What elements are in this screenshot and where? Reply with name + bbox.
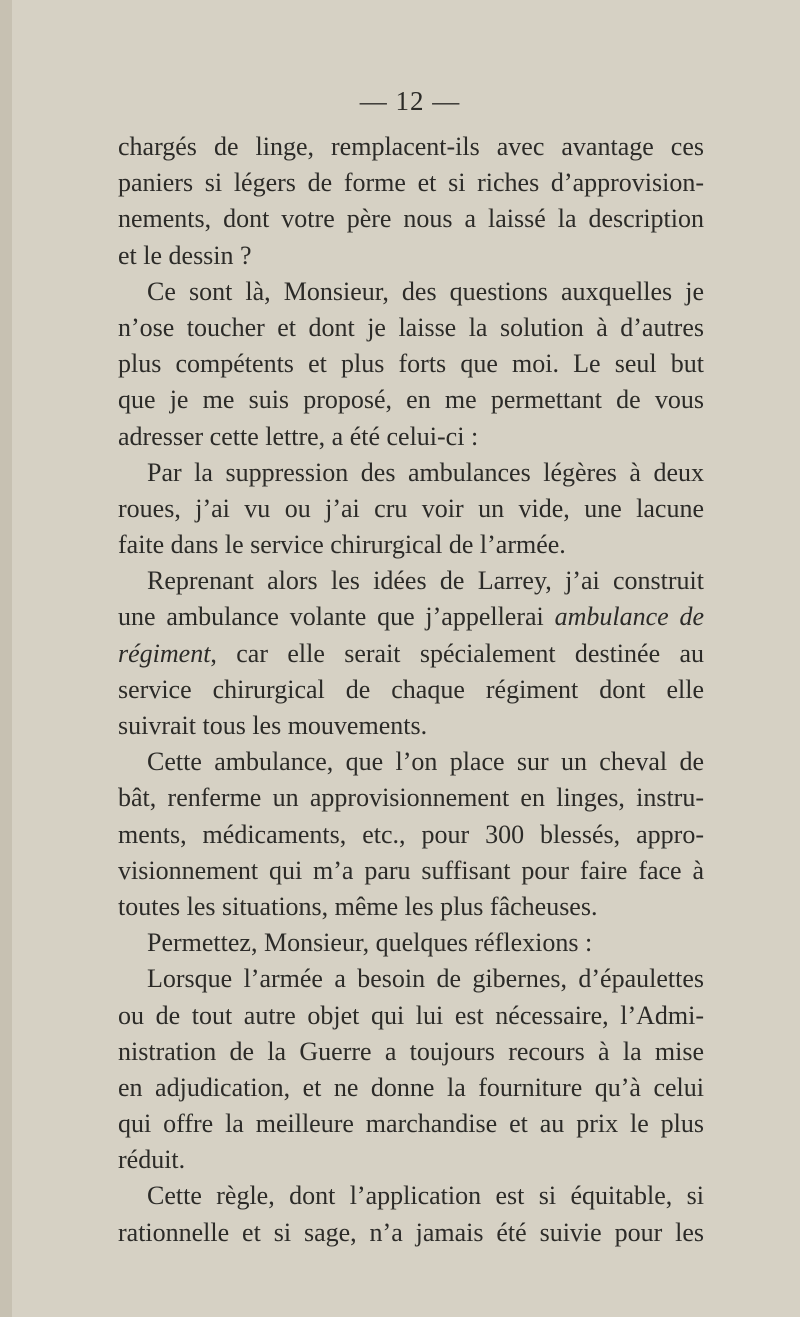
text-line: bât, renferme un approvisionnement en linges, instru- <box>118 783 704 813</box>
text-line: Ce sont là, Monsieur, des questions auxquelles je <box>147 276 704 306</box>
text-line: chargés de linge, remplacent-ils avec avantage ces <box>118 132 704 161</box>
text-line: adresser cette lettre, a été celui-ci : <box>118 421 479 451</box>
text-line: Permettez, Monsieur, quelques réflexions : <box>147 928 593 958</box>
text-line: service chirurgical de chaque régiment dont elle <box>118 674 704 704</box>
italic-term: régiment <box>118 638 211 668</box>
text-line <box>118 599 704 635</box>
text-line: Cette ambulance, que l’on place sur un cheval de <box>147 747 704 777</box>
text-line: faite dans le service chirurgical de l’armée. <box>118 530 566 560</box>
text-line <box>118 636 704 672</box>
text-line: visionnement qui m’a paru suffisant pour faire face à <box>118 855 704 885</box>
text-line: Lorsque l’armée a besoin de gibernes, d’épaulettes <box>147 964 704 994</box>
text-line: rationnelle et si sage, n’a jamais été suivie pour les <box>118 1217 704 1247</box>
text-line: qui offre la meilleure marchandise et au prix le plus <box>118 1109 704 1139</box>
text-line: que je me suis proposé, en me permettant de vous <box>118 385 704 415</box>
italic-term: ambulance de <box>554 602 704 632</box>
text-line: plus compétents et plus forts que moi. Le seul but <box>118 349 704 379</box>
text-segment: , car elle serait spécialement destinée au <box>210 638 704 668</box>
body-text <box>118 129 704 1251</box>
page-edge <box>0 0 12 1317</box>
text-line: réduit. <box>118 1145 186 1175</box>
text-line: en adjudication, et ne donne la fourniture qu’à celui <box>118 1072 704 1102</box>
text-line: paniers si légers de forme et si riches d’approvision- <box>118 168 704 198</box>
text-line: nistration de la Guerre a toujours recours à la mise <box>118 1036 704 1066</box>
text-segment: une ambulance volante que j’appellerai <box>118 602 555 632</box>
text-line: Par la suppression des ambulances légères à deux <box>147 457 704 487</box>
text-line: Cette règle, dont l’application est si équitable, si <box>147 1181 704 1211</box>
text-line: roues, j’ai vu ou j’ai cru voir un vide, une lacune <box>118 493 704 523</box>
text-line: et le dessin ? <box>118 240 252 270</box>
text-line: suivrait tous les mouvements. <box>118 711 428 740</box>
text-line: ou de tout autre objet qui lui est nécessaire, l’Admi- <box>118 1000 704 1030</box>
text-line: toutes les situations, même les plus fâcheuses. <box>118 891 598 921</box>
text-line: Reprenant alors les idées de Larrey, j’ai construit <box>147 566 704 596</box>
text-line: nements, dont votre père nous a laissé la description <box>118 204 704 234</box>
page-number: — 12 — <box>359 86 461 116</box>
text-line: ments, médicaments, etc., pour 300 blessés, appro- <box>118 819 704 849</box>
text-line: n’ose toucher et dont je laisse la solution à d’autres <box>118 312 704 342</box>
